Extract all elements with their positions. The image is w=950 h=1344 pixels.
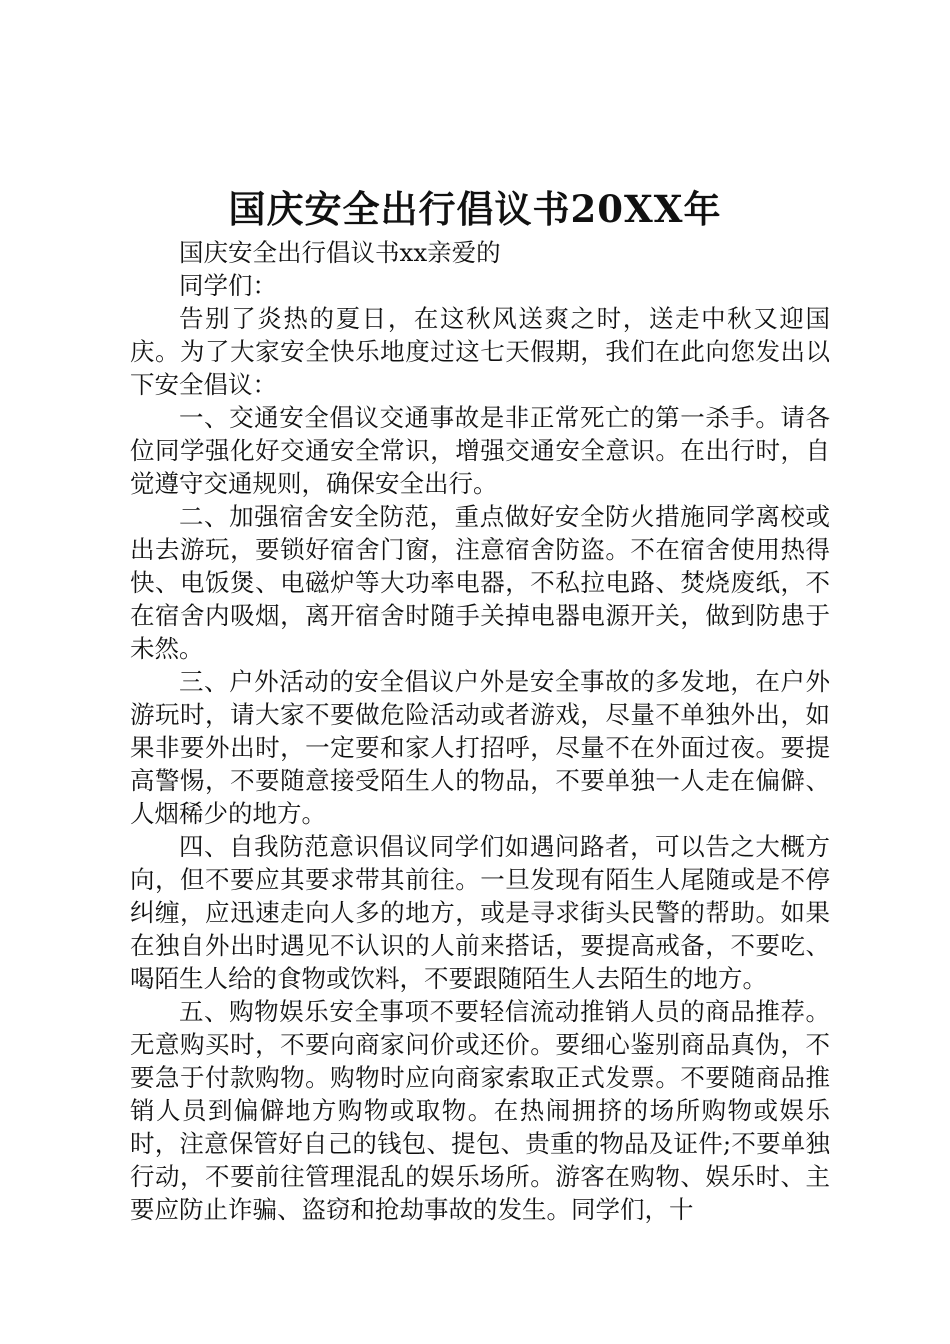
document-body (130, 236, 830, 1226)
paragraph-intro: 告别了炎热的夏日，在这秋风送爽之时，送走中秋又迎国庆。为了大家安全快乐地度过这七天假期，我们在此向您发出以下安全倡议： (130, 304, 830, 399)
paragraph-shopping-safety: 五、购物娱乐安全事项不要轻信流动推销人员的商品推荐。无意购买时，不要向商家问价或还价。要细心鉴别商品真伪，不要急于付款购物。购物时应向商家索取正式发票。不要随商品推销人员到偏僻地方购物或取物。在热闹拥挤的场所购物或娱乐时，注意保管好自己的钱包、提包、贵重的物品及证件;不要单独行动，不要前往管理混乱的娱乐场所。游客在购物、娱乐时、主要应防止诈骗、盗窃和抢劫事故的发生。同学们，十 (130, 997, 830, 1224)
paragraph-heading-line: 国庆安全出行倡议书xx亲爱的 (179, 238, 501, 267)
document-title: 国庆安全出行倡议书20XX年 (228, 187, 722, 231)
paragraph-outdoor-safety: 三、户外活动的安全倡议户外是安全事故的多发地，在户外游玩时，请大家不要做危险活动或者游戏，尽量不单独外出，如果非要外出时，一定要和家人打招呼，尽量不在外面过夜。要提高警惕，不要随意接受陌生人的物品，不要单独一人走在偏僻、人烟稀少的地方。 (130, 667, 830, 828)
paragraph-salutation: 同学们： (179, 271, 277, 300)
paragraph-dorm-safety: 二、加强宿舍安全防范，重点做好安全防火措施同学离校或出去游玩，要锁好宿舍门窗，注意宿舍防盗。不在宿舍使用热得快、电饭煲、电磁炉等大功率电器，不私拉电路、焚烧废纸，不在宿舍内吸烟，离开宿舍时随手关掉电器电源开关，做到防患于未然。 (130, 502, 830, 663)
paragraph-self-protection: 四、自我防范意识倡议同学们如遇问路者，可以告之大概方向，但不要应其要求带其前往。一旦发现有陌生人尾随或是不停纠缠，应迅速走向人多的地方，或是寻求街头民警的帮助。如果在独自外出时遇见不认识的人前来搭话，要提高戒备，不要吃、喝陌生人给的食物或饮料，不要跟随陌生人去陌生的地方。 (130, 832, 830, 993)
paragraph-traffic-safety: 一、交通安全倡议交通事故是非正常死亡的第一杀手。请各位同学强化好交通安全常识，增强交通安全意识。在出行时，自觉遵守交通规则，确保安全出行。 (130, 403, 830, 498)
